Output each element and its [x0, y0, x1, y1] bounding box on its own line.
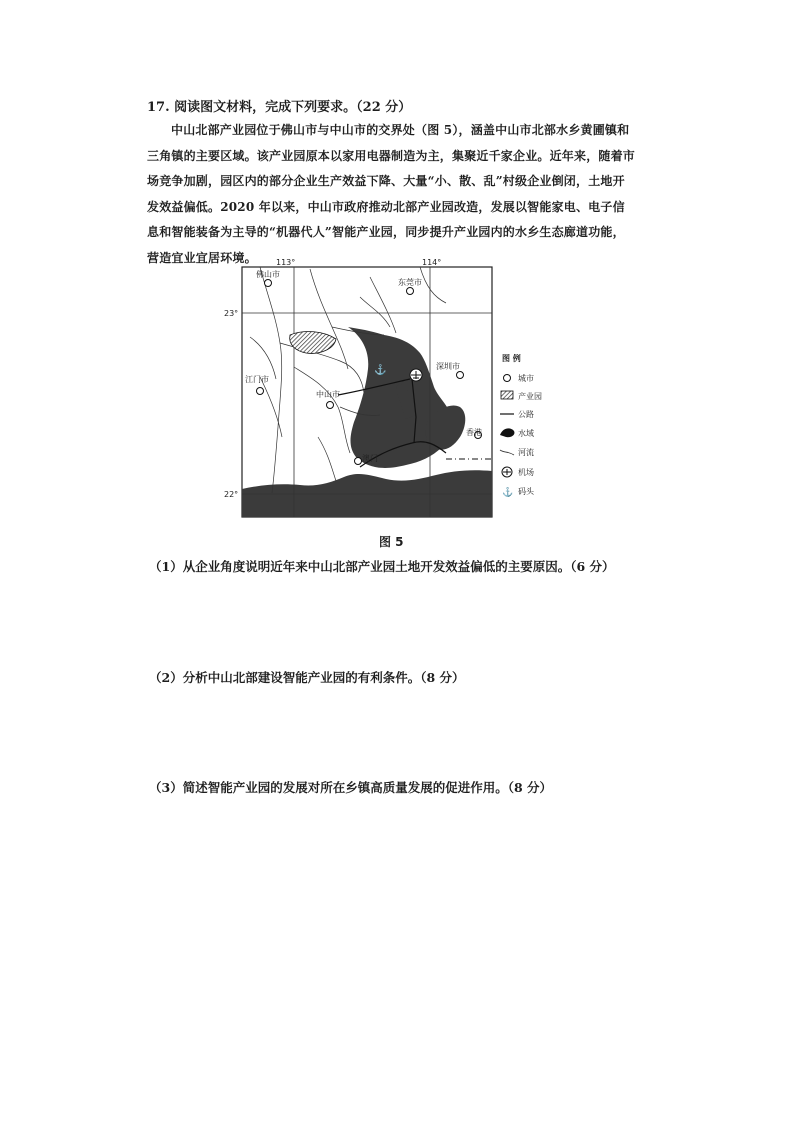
- legend-label-park: 产业园: [518, 392, 542, 401]
- pearl-river-delta-map: [220, 257, 560, 527]
- city-label-macau: 澳门: [362, 454, 378, 463]
- city-label-hongkong: 香港: [466, 428, 482, 437]
- lat-label-22: 22°: [224, 490, 239, 499]
- sub-question-2: （2）分析中山北部建设智能产业园的有利条件。（8 分）: [149, 670, 465, 685]
- city-circle-icon: [504, 375, 511, 382]
- city-label-dongguan: 东莞市: [398, 278, 422, 287]
- legend-title: 图 例: [502, 354, 521, 363]
- city-label-zhongshan: 中山市: [316, 390, 340, 399]
- lon-label-113: 113°: [276, 258, 296, 267]
- legend-label-water: 水域: [518, 429, 534, 438]
- figure-caption: 图 5: [379, 535, 404, 549]
- sub-question-1: （1）从企业角度说明近年来中山北部产业园土地开发效益偏低的主要原因。（6 分）: [149, 559, 615, 574]
- legend-label-dock: 码头: [518, 487, 534, 496]
- lon-label-114: 114°: [422, 258, 442, 267]
- city-dongguan-marker: [407, 288, 414, 295]
- city-shenzhen-marker: [457, 372, 464, 379]
- anchor-icon: ⚓: [374, 365, 387, 376]
- city-macau-marker: [355, 458, 362, 465]
- city-jiangmen-marker: [257, 388, 264, 395]
- city-zhongshan-marker: [327, 402, 334, 409]
- legend-label-city: 城市: [518, 374, 534, 383]
- city-label-shenzhen: 深圳市: [436, 362, 460, 371]
- water-area-icon: [500, 428, 514, 437]
- map-figure: [220, 257, 560, 527]
- legend-label-airport: 机场: [518, 468, 534, 477]
- sub-question-3: （3）简述智能产业园的发展对所在乡镇高质量发展的促进作用。（8 分）: [149, 780, 552, 795]
- paragraph-text: 中山北部产业园位于佛山市与中山市的交界处（图 5），涵盖中山市北部水乡黄圃镇和三角镇的主要区域。该产业园原本以家用电器制造为主，集聚近千家企业。近年来，随着市场竞争加剧，园区内的部分企业生产效益下降、大量“小、散、乱”村级企业倒闭，土地开发效益偏低。2020 年以来，中山市政府推动北部产业园改造，发展以智能家电、电子信息和智能装备为主导的“机器代人”智能产业园，同步提升产业园内的水乡生态廊道功能，营造宜业宜居环境。: [147, 123, 636, 265]
- city-foshan-marker: [265, 280, 272, 287]
- anchor-legend-icon: ⚓: [502, 488, 514, 498]
- map-legend: [500, 353, 542, 498]
- airport-legend-icon: [502, 467, 512, 477]
- industrial-park-hatch-icon: [501, 391, 513, 399]
- airport-icon: [410, 369, 422, 381]
- question-title: 17. 阅读图文材料，完成下列要求。（22 分）: [147, 100, 412, 115]
- legend-label-road: 公路: [518, 410, 534, 419]
- city-label-jiangmen: 江门市: [245, 375, 269, 384]
- city-label-foshan: 佛山市: [256, 270, 280, 279]
- lat-label-23: 23°: [224, 309, 239, 318]
- river-line-icon: [500, 450, 514, 455]
- legend-label-river: 河流: [518, 448, 534, 457]
- question-paragraph: [147, 118, 635, 271]
